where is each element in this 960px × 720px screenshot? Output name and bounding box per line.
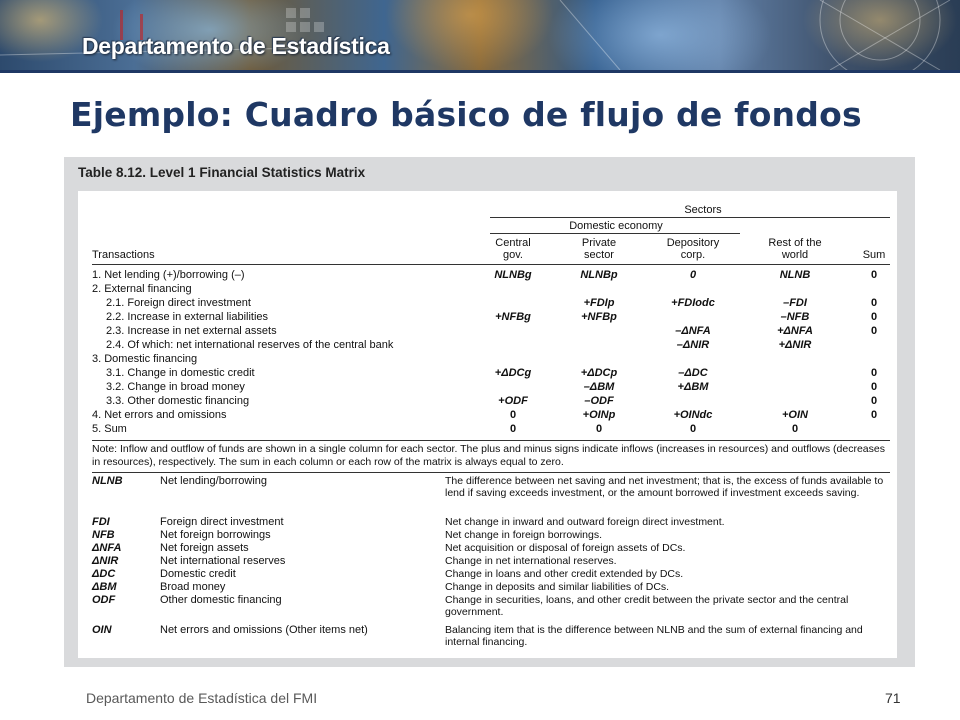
glossary-abbr: FDI bbox=[92, 516, 110, 528]
glossary-name: Domestic credit bbox=[160, 568, 236, 580]
glossary-desc: Net acquisition or disposal of foreign assets of DCs. bbox=[445, 542, 686, 554]
glossary-name: Net international reserves bbox=[160, 555, 286, 567]
header-central: Central bbox=[495, 237, 531, 249]
cell-central-gov: 0 bbox=[509, 409, 517, 421]
cell-central-gov: +ODF bbox=[498, 395, 528, 407]
glossary-abbr: ΔBM bbox=[92, 581, 117, 593]
glossary-name: Other domestic financing bbox=[160, 594, 282, 606]
cell-central-gov: +NFBg bbox=[495, 311, 531, 323]
header-depository: Depository bbox=[666, 237, 720, 249]
glossary-abbr: ODF bbox=[92, 594, 116, 606]
cell-depository: 0 bbox=[689, 269, 697, 281]
glossary-abbr: ΔNIR bbox=[92, 555, 119, 567]
header-bottom-rule bbox=[92, 264, 890, 265]
header-domestic-economy: Domestic economy bbox=[569, 220, 663, 232]
table-caption: Table 8.12. Level 1 Financial Statistics Matrix bbox=[78, 165, 366, 180]
header-rest-world: Rest of the bbox=[768, 237, 822, 249]
banner-title: Departamento de Estadística bbox=[82, 33, 390, 59]
cell-depository: +ΔBM bbox=[677, 381, 709, 393]
glossary-desc: Net change in foreign borrowings. bbox=[445, 529, 603, 541]
header-rule bbox=[490, 217, 890, 218]
cell-sum: 0 bbox=[870, 367, 878, 379]
header-depository-sub: corp. bbox=[680, 249, 706, 261]
row-label: 3. Domestic financing bbox=[92, 353, 198, 365]
cell-sum: 0 bbox=[870, 325, 878, 337]
glossary-top-rule bbox=[92, 472, 890, 473]
cell-depository: 0 bbox=[689, 423, 697, 435]
header-private-sub: sector bbox=[584, 249, 614, 261]
cell-private-sector: NLNBp bbox=[580, 269, 618, 281]
table-figure bbox=[64, 157, 915, 667]
cell-private-sector: –ΔBM bbox=[583, 381, 615, 393]
cell-depository: –ΔNFA bbox=[675, 325, 711, 337]
glossary-desc: Balancing item that is the difference between NLNB and the sum of external financing and internal financing. bbox=[445, 624, 863, 648]
cell-central-gov: 0 bbox=[509, 423, 517, 435]
footer-source: Departamento de Estadística del FMI bbox=[86, 690, 318, 706]
header-transactions: Transactions bbox=[92, 249, 155, 261]
cell-sum: 0 bbox=[870, 409, 878, 421]
glossary-abbr: ΔDC bbox=[92, 568, 116, 580]
cell-rest-world: +ΔNFA bbox=[777, 325, 813, 337]
header-private: Private bbox=[581, 237, 617, 249]
table-panel bbox=[78, 191, 897, 658]
cell-sum: 0 bbox=[870, 269, 878, 281]
row-label: 2.4. Of which: net international reserves of the central bank bbox=[106, 339, 394, 351]
cell-private-sector: +NFBp bbox=[581, 311, 617, 323]
slide-title: Ejemplo: Cuadro básico de flujo de fondos bbox=[70, 95, 862, 134]
cell-sum: 0 bbox=[870, 395, 878, 407]
cell-depository: –ΔNIR bbox=[676, 339, 710, 351]
glossary-abbr: ΔNFA bbox=[92, 542, 122, 554]
glossary-desc: Change in loans and other credit extended by DCs. bbox=[445, 568, 684, 580]
glossary-desc: Change in net international reserves. bbox=[445, 555, 617, 567]
row-label: 2. External financing bbox=[92, 283, 192, 295]
cell-sum: 0 bbox=[870, 297, 878, 309]
glossary-name: Foreign direct investment bbox=[160, 516, 284, 528]
header-sum: Sum bbox=[862, 249, 886, 261]
cell-private-sector: 0 bbox=[595, 423, 603, 435]
header-banner bbox=[0, 0, 960, 70]
cell-depository: –ΔDC bbox=[678, 367, 708, 379]
row-label: 2.3. Increase in net external assets bbox=[106, 325, 277, 337]
cell-sum: 0 bbox=[870, 311, 878, 323]
row-label: 3.2. Change in broad money bbox=[106, 381, 245, 393]
row-label: 2.1. Foreign direct investment bbox=[106, 297, 251, 309]
cell-rest-world: –FDI bbox=[783, 297, 807, 309]
cell-private-sector: +ΔDCp bbox=[580, 367, 618, 379]
glossary-abbr: NLNB bbox=[92, 475, 123, 487]
cell-rest-world: –NFB bbox=[780, 311, 810, 323]
header-sectors: Sectors bbox=[684, 204, 722, 216]
row-label: 4. Net errors and omissions bbox=[92, 409, 227, 421]
glossary-desc: Change in securities, loans, and other credit between the private sector and the central government. bbox=[445, 594, 849, 618]
glossary-name: Net foreign assets bbox=[160, 542, 249, 554]
row-label: 5. Sum bbox=[92, 423, 127, 435]
glossary-name: Net foreign borrowings bbox=[160, 529, 271, 541]
cell-private-sector: +FDIp bbox=[583, 297, 615, 309]
cell-depository: +OINdc bbox=[673, 409, 713, 421]
banner-divider bbox=[0, 70, 960, 73]
cell-private-sector: +OINp bbox=[582, 409, 616, 421]
cell-rest-world: +ΔNIR bbox=[778, 339, 812, 351]
cell-central-gov: +ΔDCg bbox=[494, 367, 532, 379]
note-top-rule bbox=[92, 440, 890, 441]
table-note: Note: Inflow and outflow of funds are shown in a single column for each sector. The plus and minus signs indicate inflows (increases in resources) and outflows (decreases in resources), respectively. The sum in each column or each row of the matrix is always equal to zero. bbox=[92, 443, 885, 468]
cell-rest-world: 0 bbox=[791, 423, 799, 435]
glossary-abbr: NFB bbox=[92, 529, 115, 541]
header-rule bbox=[490, 233, 740, 234]
glossary-name: Net lending/borrowing bbox=[160, 475, 268, 487]
glossary-name: Broad money bbox=[160, 581, 226, 593]
cell-rest-world: NLNB bbox=[779, 269, 811, 281]
cell-depository: +FDIodc bbox=[671, 297, 715, 309]
glossary-desc: The difference between net saving and net investment; that is, the excess of funds available to lend if saving exceeds investment, or the amount borrowed if investment exceeds saving. bbox=[445, 475, 884, 499]
glossary-desc: Change in deposits and similar liabilities of DCs. bbox=[445, 581, 670, 593]
page-number: 71 bbox=[885, 690, 901, 706]
glossary-desc: Net change in inward and outward foreign direct investment. bbox=[445, 516, 725, 528]
cell-sum: 0 bbox=[870, 381, 878, 393]
row-label: 3.3. Other domestic financing bbox=[106, 395, 250, 407]
cell-central-gov: NLNBg bbox=[494, 269, 532, 281]
row-label: 3.1. Change in domestic credit bbox=[106, 367, 255, 379]
row-label: 2.2. Increase in external liabilities bbox=[106, 311, 269, 323]
glossary-abbr: OIN bbox=[92, 624, 112, 636]
header-central-sub: gov. bbox=[503, 249, 523, 261]
glossary-name: Net errors and omissions (Other items net) bbox=[160, 624, 368, 636]
row-label: 1. Net lending (+)/borrowing (–) bbox=[92, 269, 245, 281]
cell-rest-world: +OIN bbox=[782, 409, 808, 421]
cell-private-sector: –ODF bbox=[584, 395, 614, 407]
header-rest-world-sub: world bbox=[781, 249, 809, 261]
